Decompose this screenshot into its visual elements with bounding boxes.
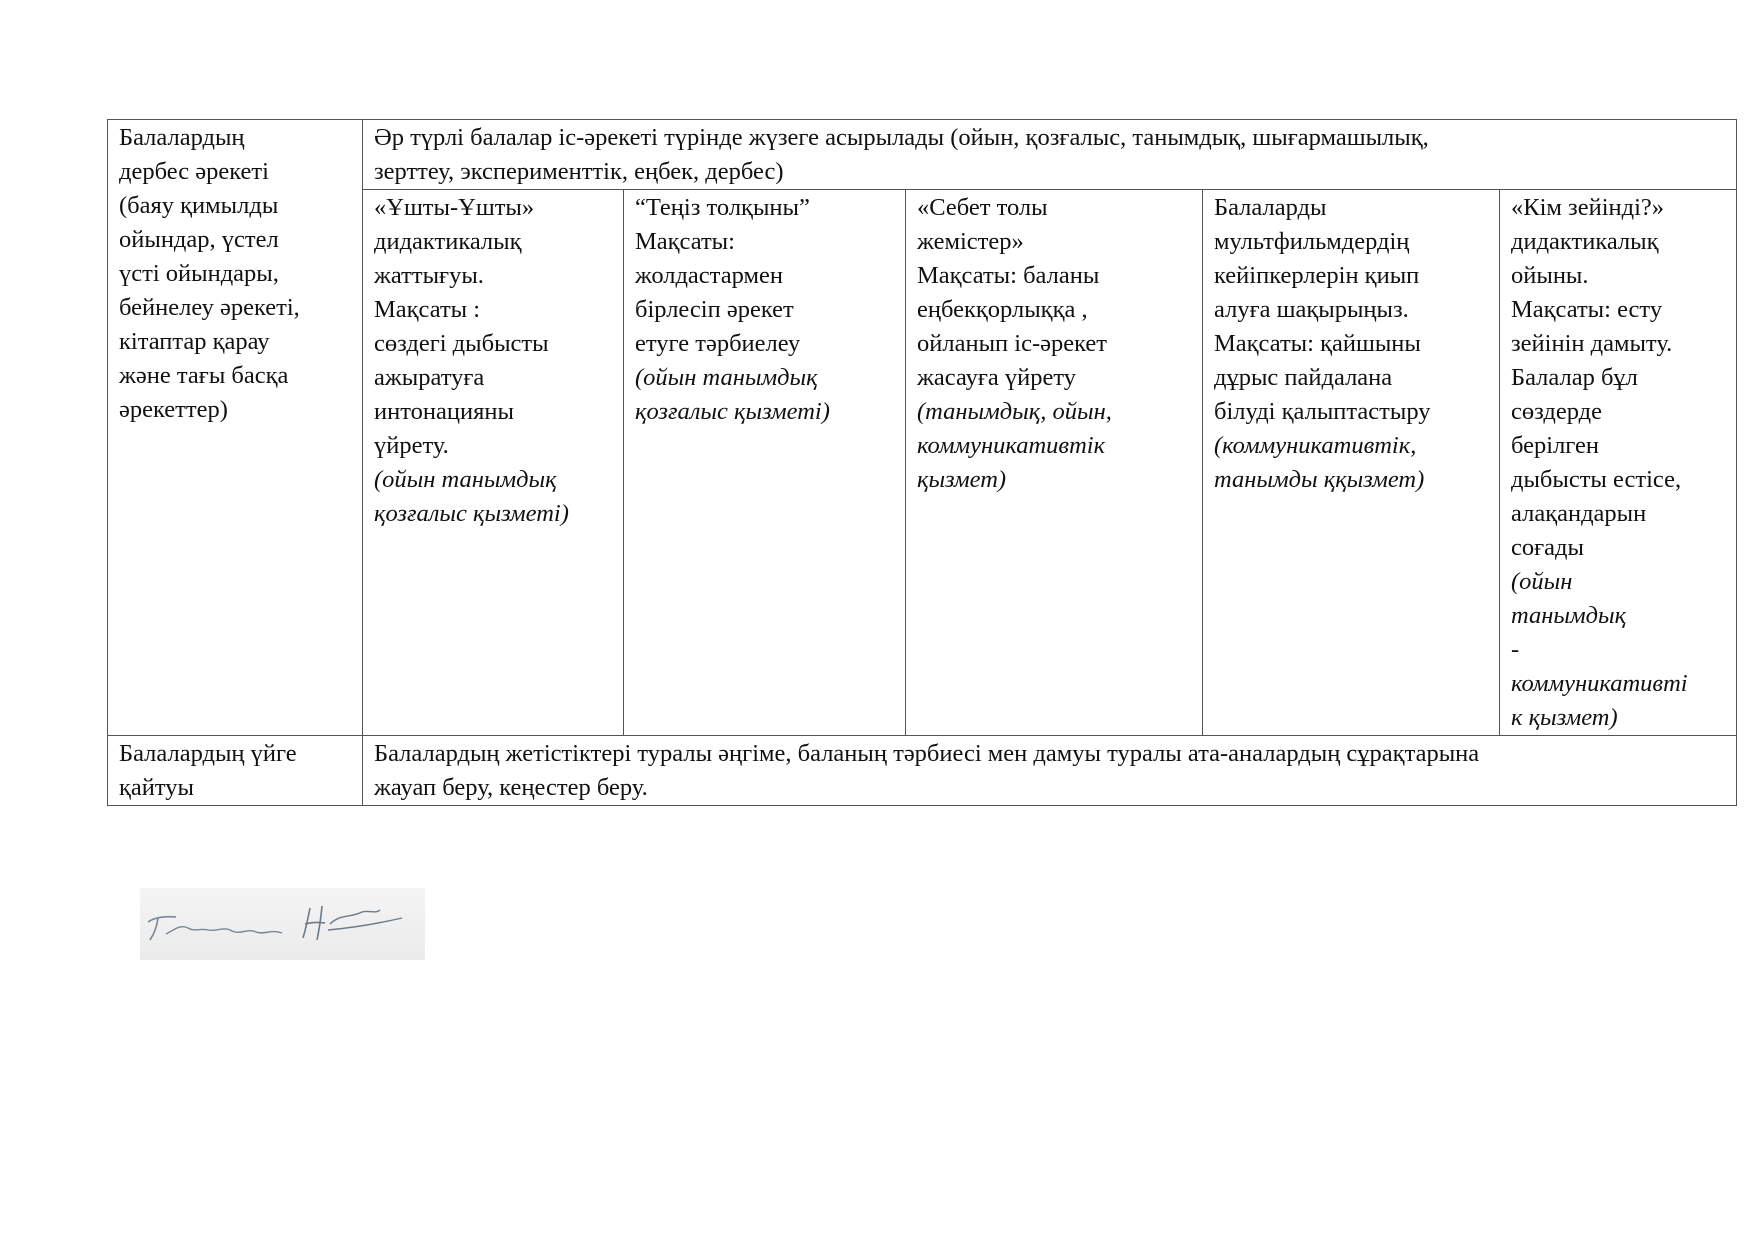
- activity-note: қызмет): [917, 466, 1007, 493]
- activity-note: коммуникативтік: [917, 432, 1106, 459]
- activity-note: (танымдық, ойын,: [917, 398, 1112, 425]
- activity-cell-2: “Теңіз толқыны” Мақсаты: жолдастармен бірлесіп әрекет етуге тәрбиелеу (ойын танымдық қозғалыс қызметі): [624, 190, 906, 736]
- activity-note: қозғалыс қызметі): [374, 500, 569, 527]
- row-label-independent-activity: Балалардың дербес әрекеті (баяу қимылды ойындар, үстел үсті ойындары, бейнелеу әрекеті, кітаптар қарау және тағы басқа әрекеттер): [108, 120, 363, 736]
- row-label-going-home: Балалардың үйге қайтуы: [108, 736, 363, 806]
- activity-types-header: Әр түрлі балалар іс-әрекеті түрінде жүзеге асырылады (ойын, қозғалыс, танымдық, шығармашылық, зерттеу, эксперименттік, еңбек, дербес): [363, 120, 1737, 190]
- daily-plan-table: [107, 119, 1737, 806]
- activity-note: танымды ққызмет): [1214, 466, 1425, 493]
- activity-cell-5: «Кім зейінді?» дидактикалық ойыны. Мақсаты: есту зейінін дамыту. Балалар бұл сөздерде берілген дыбысты естісе, алақандарын соғады (ойын танымдық - коммуникативті к қызмет): [1500, 190, 1737, 736]
- activity-note: қозғалыс қызметі): [635, 398, 830, 425]
- going-home-content: Балалардың жетістіктері туралы әңгіме, баланың тәрбиесі мен дамуы туралы ата-аналардың сұрақтарына жауап беру, кеңестер беру.: [363, 736, 1737, 806]
- activity-cell-1: «Ұшты-Ұшты» дидактикалық жаттығуы. Мақсаты : сөздегі дыбысты ажыратуға интонацияны үйрету. (ойын танымдық қозғалыс қызметі): [363, 190, 624, 736]
- signature-scan-background: [140, 888, 425, 960]
- table-row-going-home: [108, 736, 1737, 806]
- activity-cell-3: «Себет толы жемістер» Мақсаты: баланы еңбекқорлыққа , ойланып іс-әрекет жасауға үйрету (танымдық, ойын, коммуникативтік қызмет): [906, 190, 1203, 736]
- activity-cell-4: Балаларды мультфильмдердің кейіпкерлерін қиып алуға шақырыңыз. Мақсаты: қайшыны дұрыс пайдалана білуді қалыптастыру (коммуникативтік, танымды ққызмет): [1203, 190, 1500, 736]
- activity-note: танымдық: [1511, 602, 1627, 629]
- activity-note: (ойын танымдық: [374, 466, 557, 493]
- activity-note: -: [1511, 636, 1520, 663]
- activity-note: (ойын танымдық: [635, 364, 818, 391]
- activity-note: к қызмет): [1511, 704, 1618, 731]
- activity-note: коммуникативті: [1511, 670, 1688, 697]
- activity-note: (ойын: [1511, 568, 1573, 595]
- table-row-header: [108, 120, 1737, 190]
- handwritten-signature: [140, 888, 425, 960]
- activity-note: (коммуникативтік,: [1214, 432, 1417, 459]
